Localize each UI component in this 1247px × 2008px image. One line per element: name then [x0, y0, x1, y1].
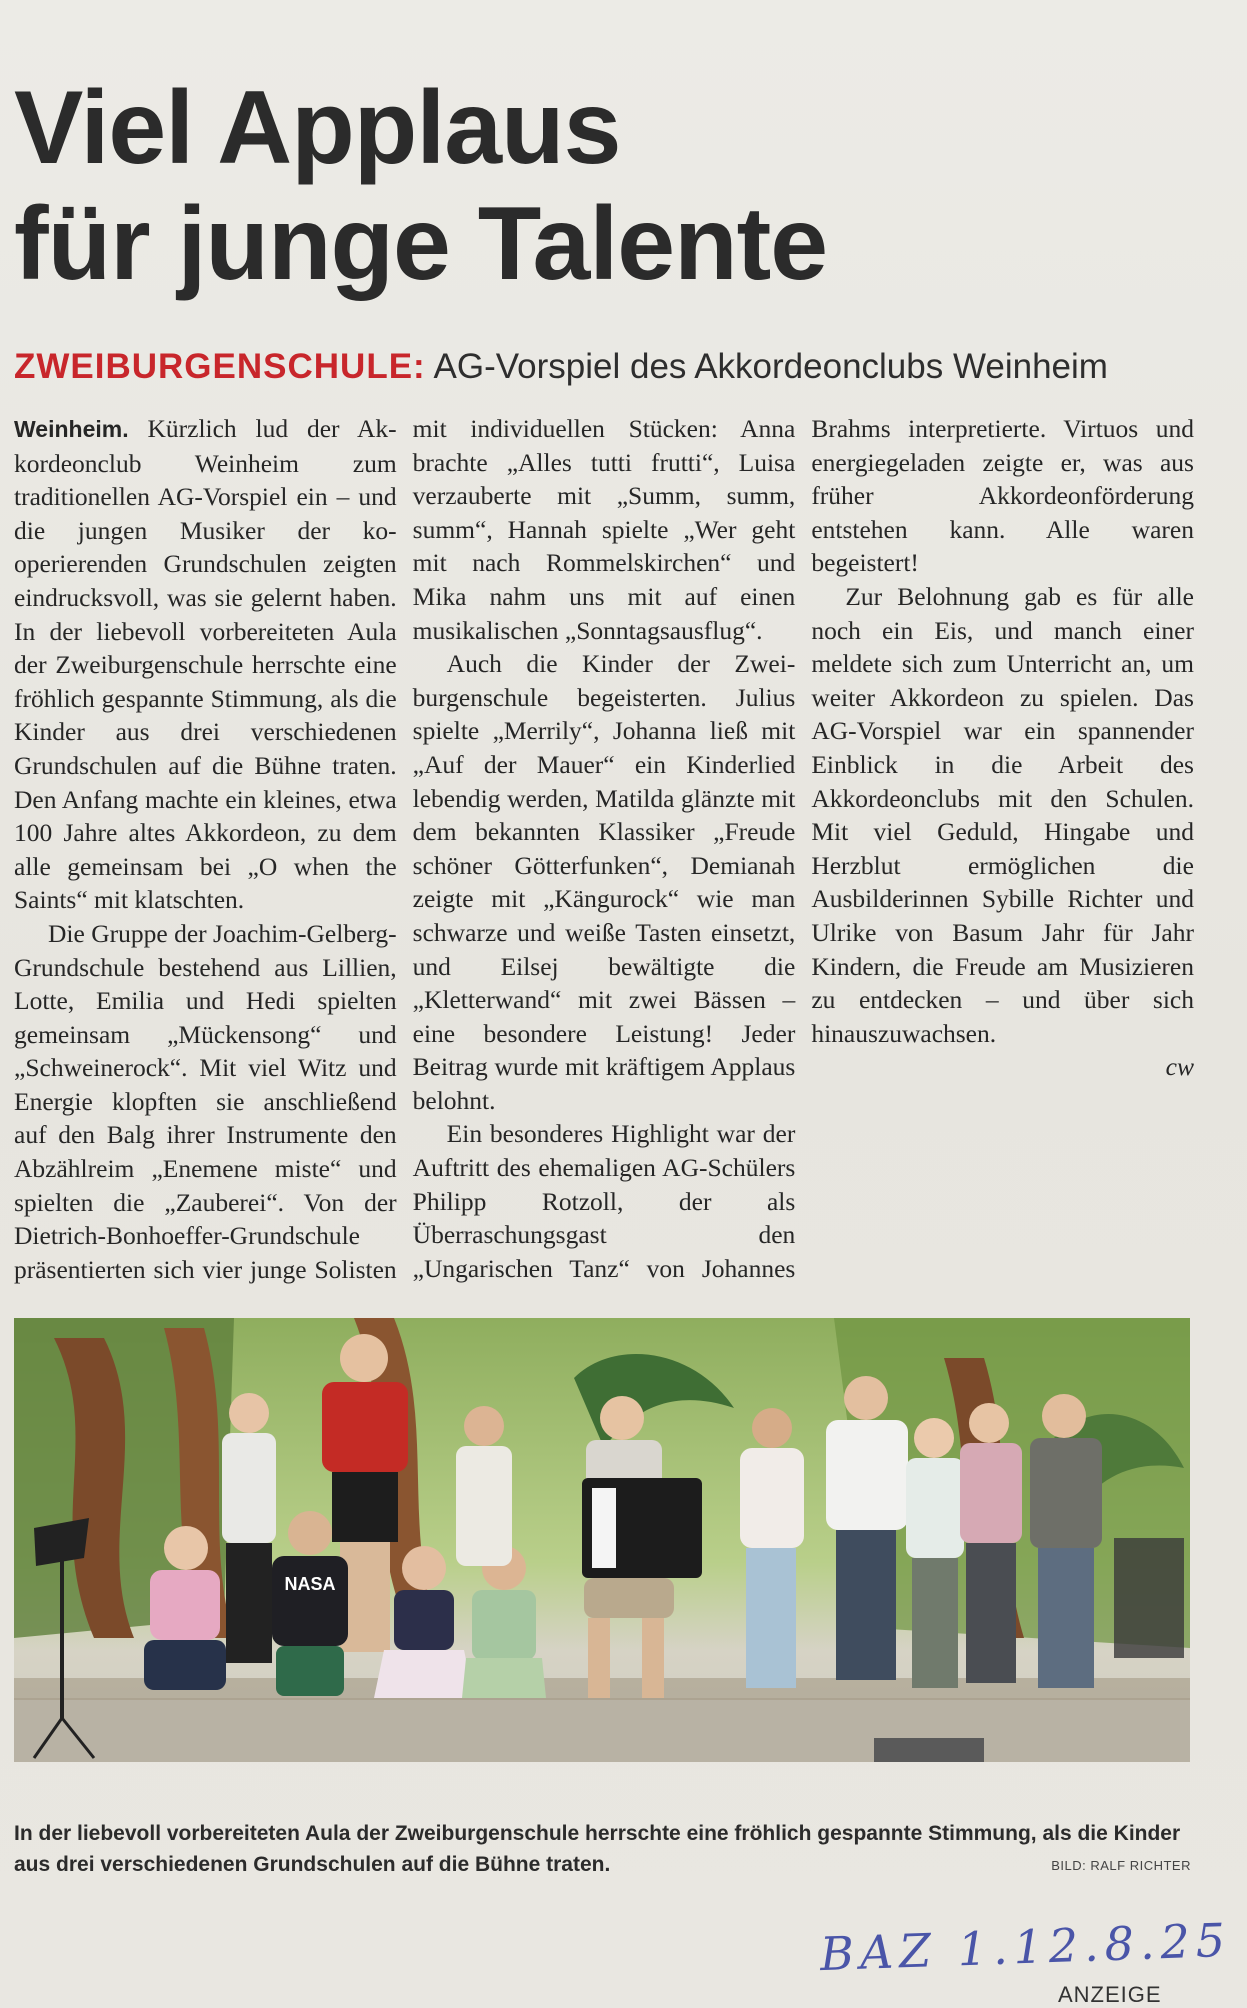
paragraph-3: Auch die Kinder der Zweiburgenschule begeisterten. Julius spielte „Merrily“, Johanna ließ mit „Auf der Mauer“ ein Kinderlied lebendig werden, Matilda glänzte mit dem bekannten Klassiker „Freude schöner Götterfunken“, Demianah zeigte mit „Kängurock“ wie man schwarze und weiße Tasten einsetzt, und Eilsej bewältigte die „Kletterwand“ mit zwei Bässen – eine besondere Leistung! Jeder Beitrag wurde mit kräftigem Applaus belohnt. [412, 649, 796, 1115]
article-headline [14, 70, 1164, 302]
paragraph-1-text: Kürzlich lud der Akkordeonclub Weinheim zum traditionellen AG-Vorspiel ein – und die jungen Musiker der kooperierenden Grundschulen zeigten eindrucksvoll, was sie gelernt haben. In der liebevoll vorbereiteten Aula der Zweiburgenschule herrschte eine fröhlich gespannte Stimmung, als die Kinder aus drei verschiedenen Grundschulen auf die Bühne traten. Den Anfang machte ein kleines, etwa 100 Jahre altes Akkordeon, zu dem alle gemeinsam bei „O when the Saints“ mit klatschten. [14, 414, 397, 915]
paragraph-4: Ein besonderes Highlight war der Auftritt des ehemaligen AG-Schülers Philipp Rotzoll, der als Überraschungsgast den „Ungarischen Tanz“ von Johannes Brahms interpretierte. Virtuos und energiegeladen zeigte er, was aus früher Akkordeonförderung entstehen kann. Alle waren begeistert! [412, 414, 1194, 1283]
headline-line-1: Viel Applaus [14, 70, 621, 186]
author-initials: cw [1165, 1052, 1194, 1082]
group-photo [14, 1318, 1190, 1762]
paragraph-5-text: Zur Belohnung gab es für alle noch ein Eis, und manch einer meldete sich zum Unterricht an, um weiter Akkordeon zu spielen. Das AG-Vorspiel war ein spannender Einblick in die Arbeit des Akkordeonclubs mit den Schulen. Mit viel Geduld, Hingabe und Herzblut ermöglichen die Ausbilderinnen Sybille Richter und Ulrike von Basum Jahr für Jahr Kindern, die Freude am Musizieren zu entdecken – und über sich hinauszuwachsen. [811, 581, 1194, 1048]
paragraph-1 [14, 412, 397, 917]
article-subheadline [14, 345, 1214, 389]
paragraph-2: Die Gruppe der Joachim-Gelberg-Grundschule bestehend aus Lillien, Lotte, Emilia und Hedi spielten gemeinsam „Mückensong“ und „Schweinerock“. Mit viel Witz und Energie klopften sie anschließend auf den Balg ihrer Instrumente den Abzählreim „Enemene miste“ und spielten die „Zauberei“. Von der Dietrich-Bonhoeffer-Grundschule präsentierten sich vier junge Solisten mit individuellen Stücken: Anna brachte „Alles tutti frutti“, Luisa verzauberte mit „Summ, summ, summ“, Hannah spielte „Wer geht mit nach Rommelskirchen“ und Mika nahm uns mit auf einen musikalischen „Sonntagsausflug“. [14, 414, 796, 1284]
kicker-label: ZWEIBURGENSCHULE: [14, 347, 426, 386]
nasa-print: NASA [284, 1574, 336, 1594]
subheadline-text: AG-Vorspiel des Akkordeonclubs Weinheim [433, 347, 1108, 386]
handwritten-date-note: BAZ 1.12.8.25 [819, 1912, 1232, 1982]
article-body [14, 412, 1194, 1292]
ad-label: ANZEIGE [1058, 1982, 1162, 2007]
paragraph-5 [811, 580, 1194, 1084]
dateline: Weinheim. [14, 416, 129, 442]
group-photo-illustration [14, 1318, 1190, 1762]
photo-caption: In der liebevoll vorbereiteten Aula der Zweiburgenschule herrschte eine fröhlich gespannte Stimmung, als die Kinder aus drei verschiedenen Grundschulen auf die Bühne traten. [14, 1822, 1181, 1876]
headline-line-2: für junge Talente [14, 186, 828, 302]
photo-credit: BILD: RALF RICHTER [1051, 1858, 1191, 1873]
